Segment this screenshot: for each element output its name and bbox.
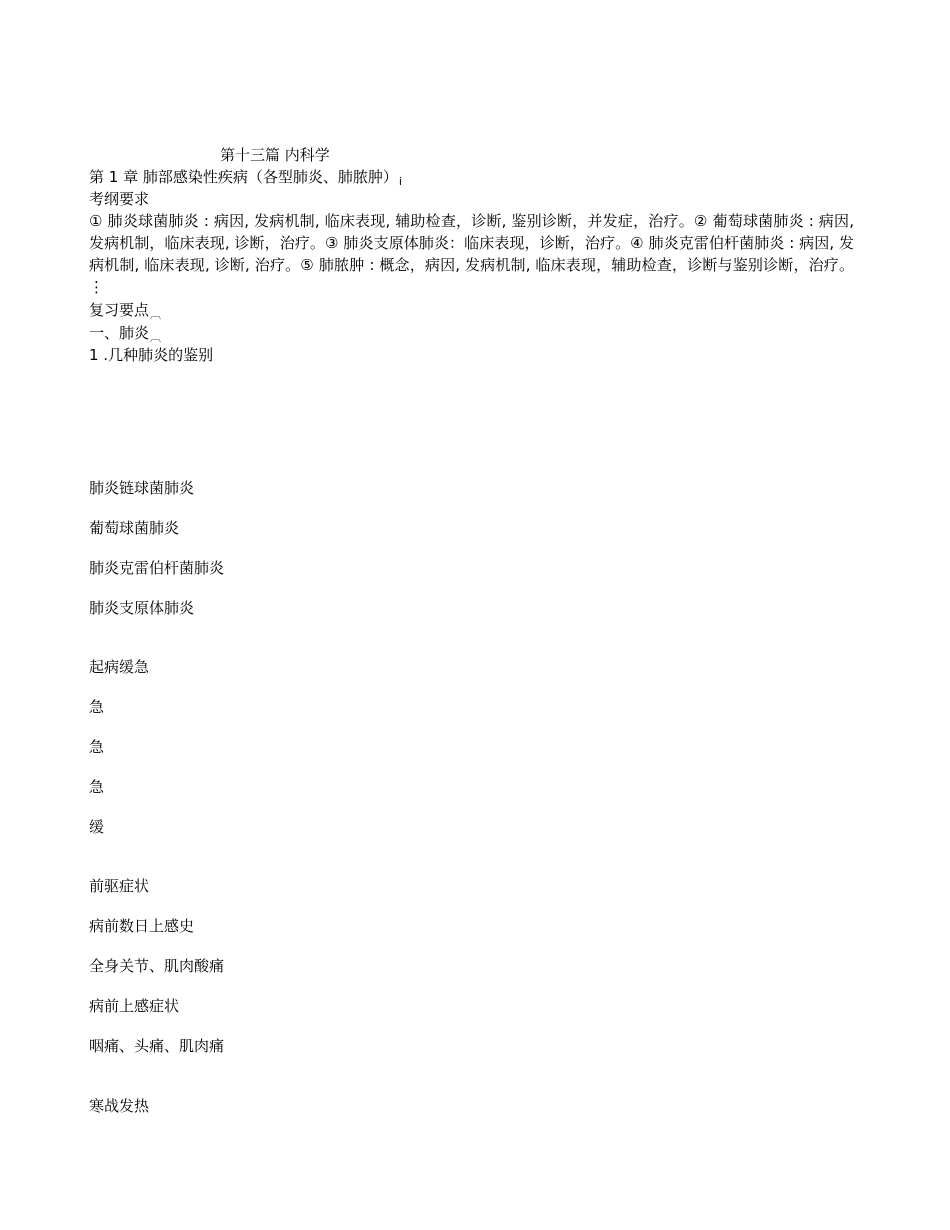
table-row-label: 寒战发热 bbox=[89, 1097, 150, 1115]
table-cell: 急 bbox=[89, 738, 105, 756]
review-mark: ︹ bbox=[150, 308, 162, 321]
table-column-header: 肺炎链球菌肺炎 bbox=[89, 479, 195, 497]
table-cell: 病前上感症状 bbox=[89, 997, 180, 1015]
chapter-title-text: 第 1 章 肺部感染性疾病（各型肺炎、肺脓肿） bbox=[89, 168, 398, 186]
table-cell: 急 bbox=[89, 778, 105, 796]
outline-paragraph: ① 肺炎球菌肺炎 : 病因, 发病机制, 临床表现, 辅助检查，诊断, 鉴别诊断，并发症，治疗。② 葡萄球菌肺炎 : 病因, 发病机制，临床表现, 诊断，治疗。③ 肺炎支原体肺炎：临床表现，诊断，治疗。④ 肺炎克雷伯杆菌肺炎 : 病因, 发病机制, 临床表现, 诊断, 治疗。⑤ 肺脓肿 : 概念，病因, 发病机制, 临床表现，辅助检查，诊断与鉴别诊断，治疗。⋮ bbox=[89, 212, 854, 296]
section-mark: ︹ bbox=[150, 331, 162, 344]
table-cell: 病前数日上感史 bbox=[89, 917, 195, 935]
table-column-header: 葡萄球菌肺炎 bbox=[89, 519, 180, 537]
table-cell: 咽痛、头痛、肌肉痛 bbox=[89, 1037, 225, 1055]
table-column-header: 肺炎支原体肺炎 bbox=[89, 599, 195, 617]
subsection-heading: 1 .几种肺炎的鉴别 bbox=[89, 346, 214, 364]
table-row-label: 前驱症状 bbox=[89, 877, 150, 895]
table-cell: 急 bbox=[89, 698, 105, 716]
table-cell: 全身关节、肌肉酸痛 bbox=[89, 957, 225, 975]
review-heading bbox=[89, 300, 161, 325]
chapter-mark: ⅰ bbox=[398, 175, 402, 188]
part-title: 第十三篇 内科学 bbox=[220, 146, 330, 164]
table-column-header: 肺炎克雷伯杆菌肺炎 bbox=[89, 559, 225, 577]
table-cell: 缓 bbox=[89, 818, 105, 836]
section-heading-text: 一、肺炎 bbox=[89, 324, 150, 342]
review-heading-text: 复习要点 bbox=[89, 301, 150, 319]
table-row-label: 起病缓急 bbox=[89, 658, 150, 676]
outline-heading: 考纲要求 bbox=[89, 190, 150, 208]
